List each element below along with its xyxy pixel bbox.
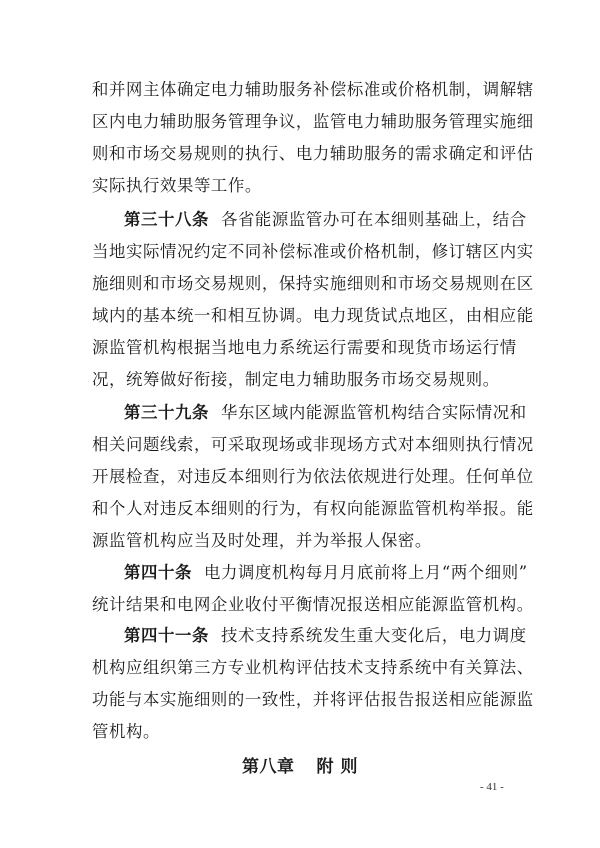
body-line: [92, 722, 522, 742]
line-text: 各省能源监管办可在本细则基础上，结合: [220, 210, 527, 229]
chapter-number: 第八章: [242, 757, 295, 777]
line-text: 实际执行效果等工作。: [92, 176, 262, 195]
line-text: 管机构。: [92, 722, 160, 741]
article-label: 第三十九条: [124, 403, 209, 422]
body-line: [92, 531, 522, 551]
line-text: 区内电力辅助服务管理争议，监管电力辅助服务管理实施细: [92, 112, 534, 131]
line-text: 技术支持系统发生重大变化后，电力调度: [220, 626, 527, 645]
body-line: [92, 467, 534, 487]
line-text: 况，统筹做好衔接，制定电力辅助服务市场交易规则。: [92, 370, 500, 389]
line-text: 机构应组织第三方专业机构评估技术支持系统中有关算法、: [92, 658, 534, 677]
article-line: [124, 626, 527, 646]
line-text: 统计结果和电网企业收付平衡情况报送相应能源监管机构。: [92, 595, 534, 614]
line-text: 当地实际情况约定不同补偿标准或价格机制，修订辖区内实: [92, 242, 534, 261]
line-text: 源监管机构应当及时处理，并为举报人保密。: [92, 531, 432, 550]
line-text: 和个人对违反本细则的行为，有权向能源监管机构举报。能: [92, 499, 534, 518]
body-line: [92, 80, 534, 100]
line-text: 开展检查，对违反本细则行为依法依规进行处理。任何单位: [92, 467, 534, 486]
body-line: [92, 435, 534, 455]
chapter-title: [0, 756, 600, 778]
line-text: 则和市场交易规则的执行、电力辅助服务的需求确定和评估: [92, 144, 534, 163]
body-line: [92, 338, 522, 358]
article-label: 第四十一条: [124, 626, 209, 645]
line-text: 相关问题线索，可采取现场或非现场方式对本细则执行情况: [92, 435, 534, 454]
chapter-name: 附 则: [316, 757, 358, 777]
body-line: [92, 370, 522, 390]
article-line: [124, 210, 527, 230]
line-text: 华东区域内能源监管机构结合实际情况和: [220, 403, 527, 422]
article-line: [124, 403, 527, 423]
body-line: [92, 242, 534, 262]
line-text: 电力调度机构每月月底前将上月“两个细则”: [203, 563, 528, 582]
body-line: [92, 274, 534, 294]
body-line: [92, 690, 534, 710]
body-line: [92, 658, 534, 678]
line-text: 施细则和市场交易规则，保持实施细则和市场交易规则在区: [92, 274, 534, 293]
body-line: [92, 144, 534, 164]
body-line: [92, 306, 534, 326]
body-line: [92, 176, 522, 196]
line-text: 域内的基本统一和相互协调。电力现货试点地区，由相应能: [92, 306, 534, 325]
body-line: [92, 499, 534, 519]
line-text: 源监管机构根据当地电力系统运行需要和现货市场运行情: [92, 338, 517, 357]
page-number: - 41 -: [480, 781, 504, 793]
article-label: 第三十八条: [124, 210, 209, 229]
article-label: 第四十条: [124, 563, 192, 582]
body-line: [92, 112, 534, 132]
line-text: 和并网主体确定电力辅助服务补偿标准或价格机制，调解辖: [92, 80, 534, 99]
body-line: [92, 595, 534, 615]
article-line: [124, 563, 528, 583]
line-text: 功能与本实施细则的一致性，并将评估报告报送相应能源监: [92, 690, 534, 709]
